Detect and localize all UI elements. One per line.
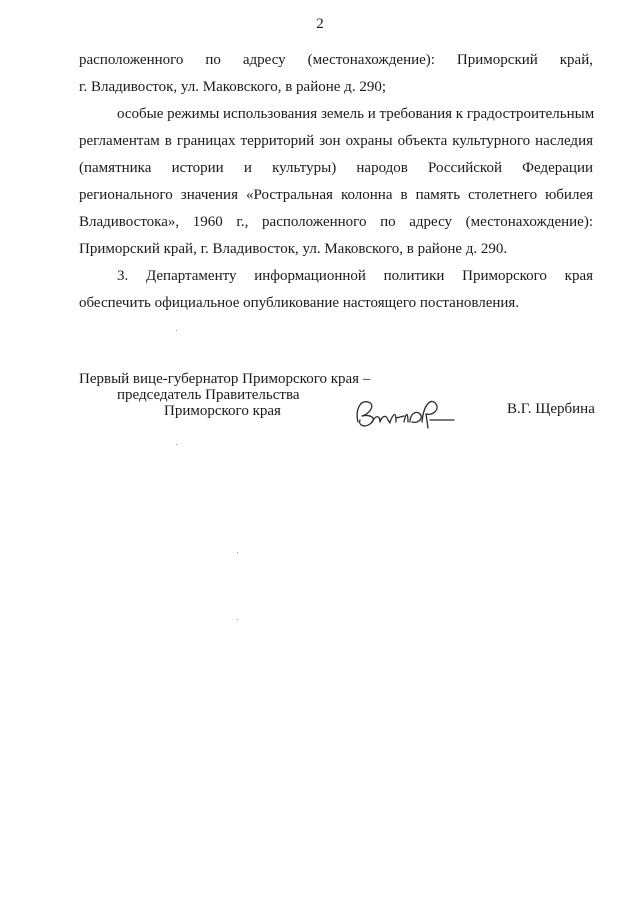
page-number: 2 — [316, 16, 324, 32]
paragraph-line: (памятника истории и культуры) народов Российской Федерации — [79, 160, 593, 176]
paragraph-line: обеспечить официальное опубликование настоящего постановления. — [79, 295, 520, 311]
paragraph-line: регионального значения «Ростральная колонна в память столетнего юбилея — [79, 187, 593, 203]
paragraph-line: особые режимы использования земель и требования к градостроительным — [117, 106, 595, 122]
signatory-title-line1: Первый вице-губернатор Приморского края – — [79, 371, 371, 387]
paragraph-line: регламентам в границах территорий зон охраны объекта культурного наследия — [79, 133, 593, 149]
paragraph-line: 3. Департаменту информационной политики Приморского края — [117, 268, 593, 284]
paragraph-line: Владивостока», 1960 г., расположенного по адресу (местонахождение): — [79, 214, 593, 230]
signatory-name: В.Г. Щербина — [507, 401, 595, 417]
signatory-title-line2: председатель Правительства — [117, 387, 300, 403]
paragraph-line: расположенного по адресу (местонахождение): Приморский край, — [79, 52, 593, 68]
scan-speck — [237, 552, 238, 553]
paragraph-line: г. Владивосток, ул. Маковского, в районе д. 290; — [79, 79, 386, 95]
scan-speck — [176, 330, 177, 331]
scan-speck — [176, 444, 177, 445]
handwritten-signature — [350, 392, 460, 434]
scan-speck — [237, 619, 238, 620]
signatory-title-line3: Приморского края — [164, 403, 281, 419]
paragraph-line: Приморский край, г. Владивосток, ул. Маковского, в районе д. 290. — [79, 241, 508, 257]
